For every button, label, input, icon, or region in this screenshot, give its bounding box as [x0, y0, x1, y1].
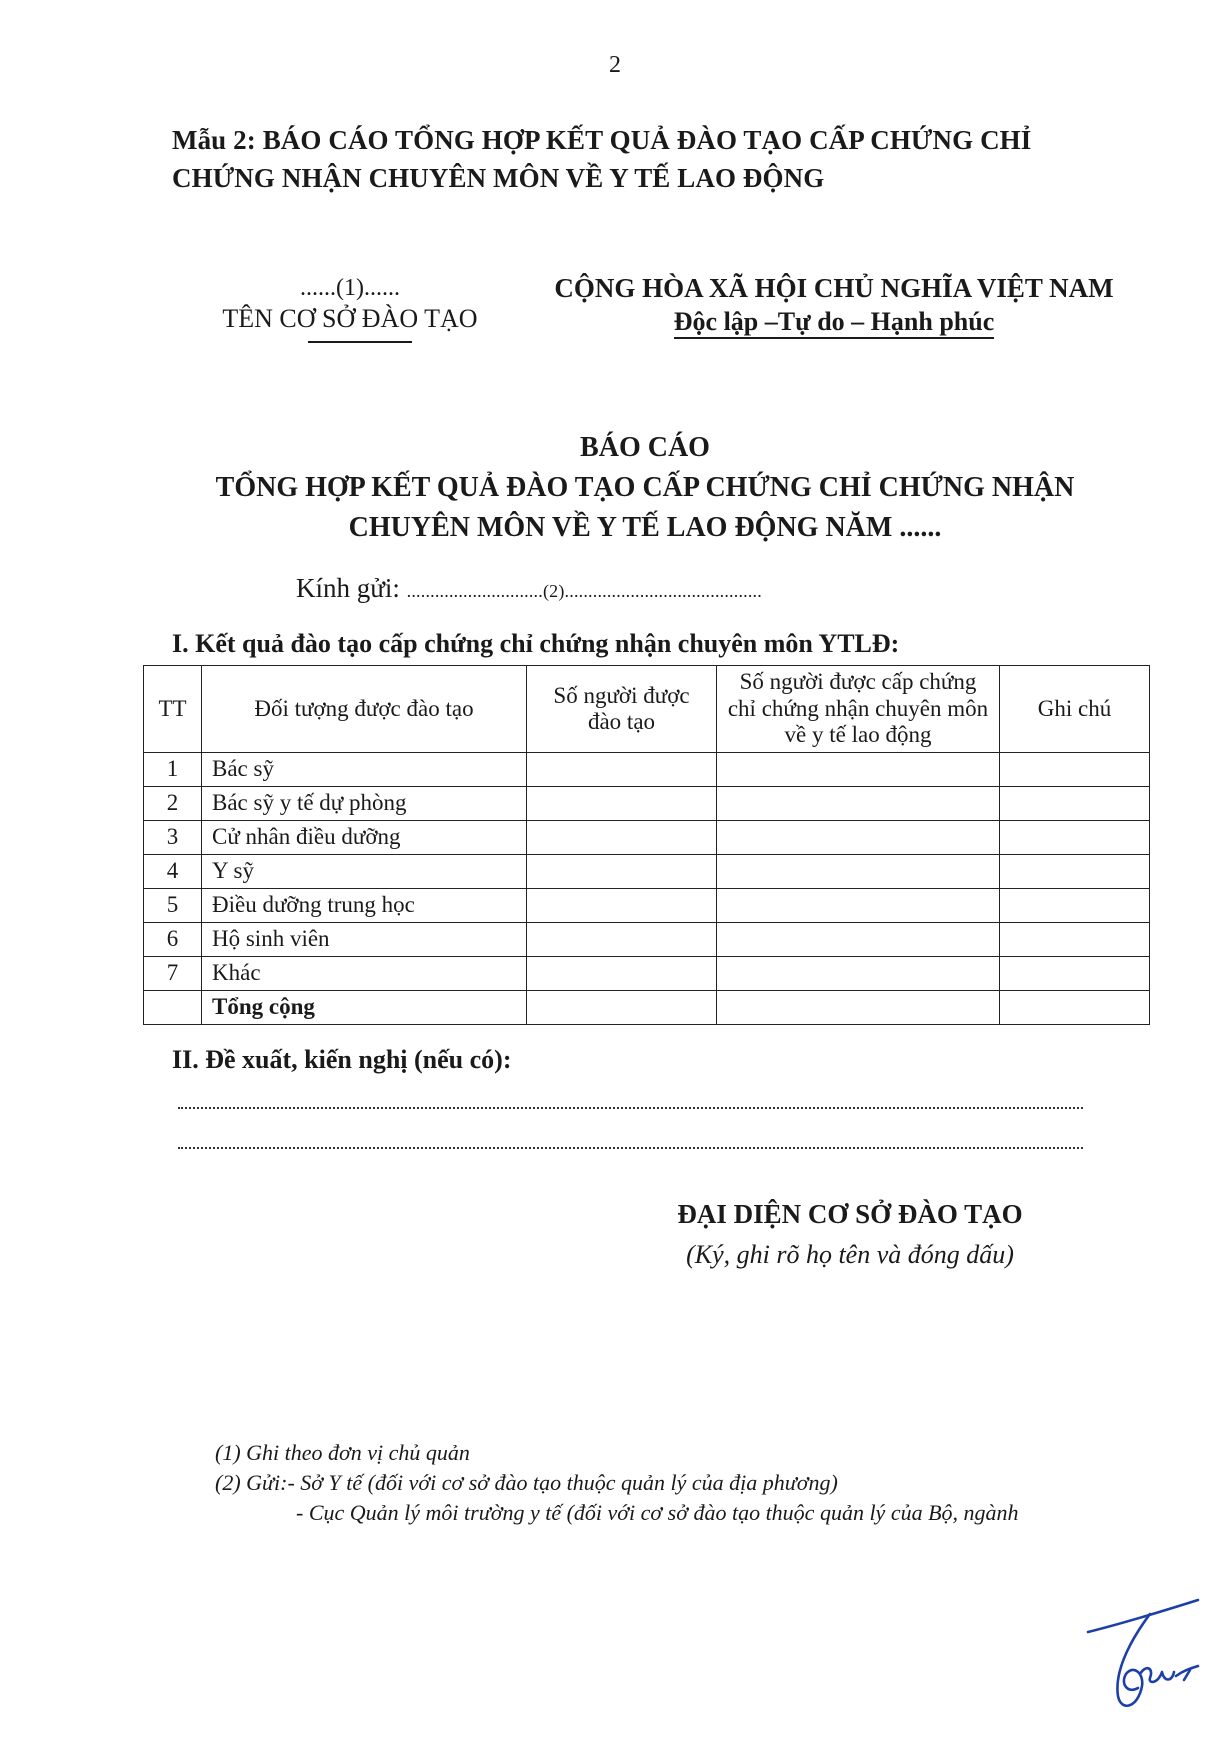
row-certified-cell: [717, 889, 1000, 923]
row-certified-cell: [717, 923, 1000, 957]
total-trained-cell: [527, 991, 717, 1025]
row-trained-cell: [527, 923, 717, 957]
row-certified-cell: [717, 753, 1000, 787]
report-title-line-3: CHUYÊN MÔN VỀ Y TẾ LAO ĐỘNG NĂM ......: [348, 512, 942, 543]
col-header-certified: Số người được cấp chứng chỉ chứng nhận chuyên môn về y tế lao động: [717, 666, 1000, 753]
row-subject: Cử nhân điều dưỡng: [202, 821, 527, 855]
footnote-1: (1) Ghi theo đơn vị chủ quản: [215, 1440, 470, 1465]
row-tt: 6: [144, 923, 202, 957]
org-name-underline: [308, 341, 412, 343]
row-tt: 1: [144, 753, 202, 787]
recipient-ref: (2): [542, 581, 565, 601]
dotted-fill-line-2: [178, 1147, 1083, 1149]
row-note-cell: [1000, 889, 1150, 923]
row-trained-cell: [527, 855, 717, 889]
initials-signature: [1080, 1598, 1212, 1714]
total-tt-cell: [144, 991, 202, 1025]
nation-name: CỘNG HÒA XÃ HỘI CHỦ NGHĨA VIỆT NAM: [554, 273, 1114, 303]
signer-title: ĐẠI DIỆN CƠ SỞ ĐÀO TẠO: [677, 1199, 1023, 1229]
nation-motto-text: Độc lập –Tự do – Hạnh phúc: [674, 307, 994, 339]
form-title-line-2: CHỨNG NHẬN CHUYÊN MÔN VỀ Y TẾ LAO ĐỘNG: [172, 163, 825, 193]
table-total-row: [144, 991, 1150, 1025]
row-subject: Khác: [202, 957, 527, 991]
total-note-cell: [1000, 991, 1150, 1025]
dotted-fill-line-1: [178, 1107, 1083, 1109]
recipient-dots-before: .............................: [406, 581, 543, 601]
table-row: [144, 923, 1150, 957]
table-row: [144, 787, 1150, 821]
row-subject: Điều dưỡng trung học: [202, 889, 527, 923]
row-note-cell: [1000, 923, 1150, 957]
row-note-cell: [1000, 957, 1150, 991]
section-2-heading: II. Đề xuất, kiến nghị (nếu có):: [172, 1045, 512, 1074]
recipient-line: [296, 573, 762, 604]
table-row: [144, 889, 1150, 923]
row-subject: Bác sỹ y tế dự phòng: [202, 787, 527, 821]
row-certified-cell: [717, 787, 1000, 821]
footnote-2: (2) Gửi:- Sở Y tế (đối với cơ sở đào tạo thuộc quản lý của địa phương): [215, 1470, 838, 1495]
row-tt: 5: [144, 889, 202, 923]
col-header-subject: Đối tượng được đào tạo: [202, 666, 527, 753]
footnote-3: - Cục Quản lý môi trường y tế (đối với cơ sở đào tạo thuộc quản lý của Bộ, ngành: [296, 1500, 1019, 1525]
total-certified-cell: [717, 991, 1000, 1025]
report-title-line-1: BÁO CÁO: [580, 432, 710, 463]
row-certified-cell: [717, 821, 1000, 855]
row-trained-cell: [527, 957, 717, 991]
row-certified-cell: [717, 855, 1000, 889]
row-trained-cell: [527, 753, 717, 787]
row-subject: Bác sỹ: [202, 753, 527, 787]
table-row: [144, 855, 1150, 889]
col-header-trained: Số người được đào tạo: [527, 666, 717, 753]
row-note-cell: [1000, 821, 1150, 855]
row-trained-cell: [527, 889, 717, 923]
row-tt: 4: [144, 855, 202, 889]
report-title-line-2: TỔNG HỢP KẾT QUẢ ĐÀO TẠO CẤP CHỨNG CHỈ CHỨNG NHẬN: [215, 472, 1075, 503]
row-tt: 7: [144, 957, 202, 991]
row-certified-cell: [717, 957, 1000, 991]
nation-motto: [548, 307, 1120, 337]
table-row: [144, 753, 1150, 787]
results-table: [143, 665, 1150, 1025]
recipient-label: Kính gửi:: [296, 573, 407, 603]
table-header-row: [144, 666, 1150, 753]
row-trained-cell: [527, 787, 717, 821]
row-subject: Hộ sinh viên: [202, 923, 527, 957]
row-subject: Y sỹ: [202, 855, 527, 889]
row-note-cell: [1000, 787, 1150, 821]
signer-note: (Ký, ghi rõ họ tên và đóng dấu): [686, 1240, 1014, 1269]
row-trained-cell: [527, 821, 717, 855]
row-tt: 2: [144, 787, 202, 821]
row-note-cell: [1000, 855, 1150, 889]
row-tt: 3: [144, 821, 202, 855]
total-label: Tổng cộng: [202, 991, 527, 1025]
table-row: [144, 957, 1150, 991]
row-note-cell: [1000, 753, 1150, 787]
recipient-dots-after: ..........................................: [564, 581, 762, 601]
col-header-note: Ghi chú: [1000, 666, 1150, 753]
org-code-placeholder: ......(1)......: [300, 275, 400, 301]
table-row: [144, 821, 1150, 855]
org-name: TÊN CƠ SỞ ĐÀO TẠO: [222, 304, 478, 333]
form-title-line-1: Mẫu 2: BÁO CÁO TỔNG HỢP KẾT QUẢ ĐÀO TẠO CẤP CHỨNG CHỈ: [172, 125, 1032, 155]
col-header-tt: TT: [144, 666, 202, 753]
section-1-heading: I. Kết quả đào tạo cấp chứng chỉ chứng nhận chuyên môn YTLĐ:: [172, 629, 900, 658]
page-number: 2: [609, 52, 621, 78]
